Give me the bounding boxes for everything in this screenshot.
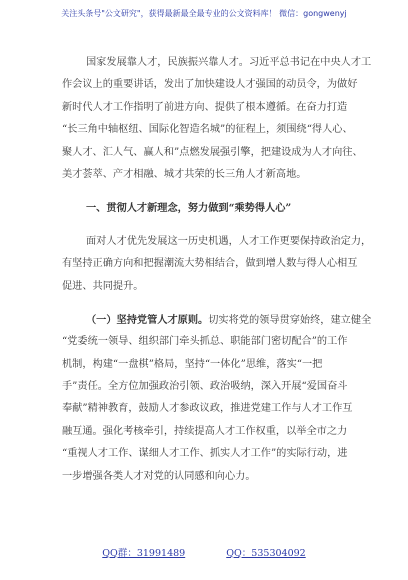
document-body: [62, 52, 372, 488]
paragraph-line: 奉献”精神教育，鼓励人才参政议政，推进党建工作与人才工作互: [62, 403, 353, 415]
paragraph-line: 一步增强各类人才对党的认同感和向心力。: [62, 470, 256, 482]
paragraph-line: 美才荟萃、产才相融、城才共荣的长三角人才新高地。: [62, 168, 307, 180]
paragraph-line: [62, 309, 372, 331]
paragraph-line: 国家发展靠人才，民族振兴靠人才。习近平总书记在中央人才工: [86, 57, 372, 68]
paragraph-line: 有坚持正确方向和把握潮流大势相结合，做到增人数与得人心相互: [62, 258, 358, 270]
paragraph-line: 新时代人才工作指明了前进方向、提供了根本遵循。在奋力打造: [62, 101, 348, 113]
paragraph-line: 融互通。强化考核牵引，持续提高人才工作权重，以举全市之力: [62, 425, 348, 437]
header-notice: 关注头条号"公文研究"，获得最新最全最专业的公文资料库！ 微信：gongwenyj: [61, 9, 347, 18]
section-heading: 一、贯彻人才新理念，努力做到“乘势得人心”: [86, 202, 292, 215]
paragraph-line: 机制，构建“一盘棋”格局，坚持“一体化”思维，落实“一把: [62, 358, 323, 370]
paragraph-text: 切实将党的领导贯穿始终，建立健全: [208, 314, 372, 326]
paragraph-line: 作会议上的重要讲话，发出了加快建设人才强国的动员令，为做好: [62, 79, 358, 91]
paragraph-line: 促进、共同提升。: [62, 280, 144, 292]
paragraph-line: “重视人才工作、谋细人才工作、抓实人才工作”的实际行动，进: [62, 448, 348, 460]
paragraph-line: “长三角中轴枢纽、国际化智造名城”的征程上，须围绕“得人心、: [62, 124, 353, 136]
paragraph-line: 聚人才、汇人气、赢人和”点燃发展强引擎，把建设成为人才向往、: [62, 146, 363, 158]
paragraph-line: 面对人才优先发展这一历史机遇，人才工作更要保持政治定力，: [86, 235, 372, 247]
paragraph-line: 手”责任。全方位加强政治引领、政治吸纳，深入开展“爱国奋斗: [62, 381, 348, 393]
footer-contacts: [0, 545, 408, 559]
qq-contact-link[interactable]: QQ：535304092: [226, 548, 306, 559]
subsection-lead: （一）坚持党管人才原则。: [86, 313, 209, 326]
qq-group-link[interactable]: QQ群：31991489: [102, 548, 186, 559]
paragraph-line: “党委统一领导、组织部门牵头抓总、职能部门密切配合”的工作: [62, 336, 348, 348]
